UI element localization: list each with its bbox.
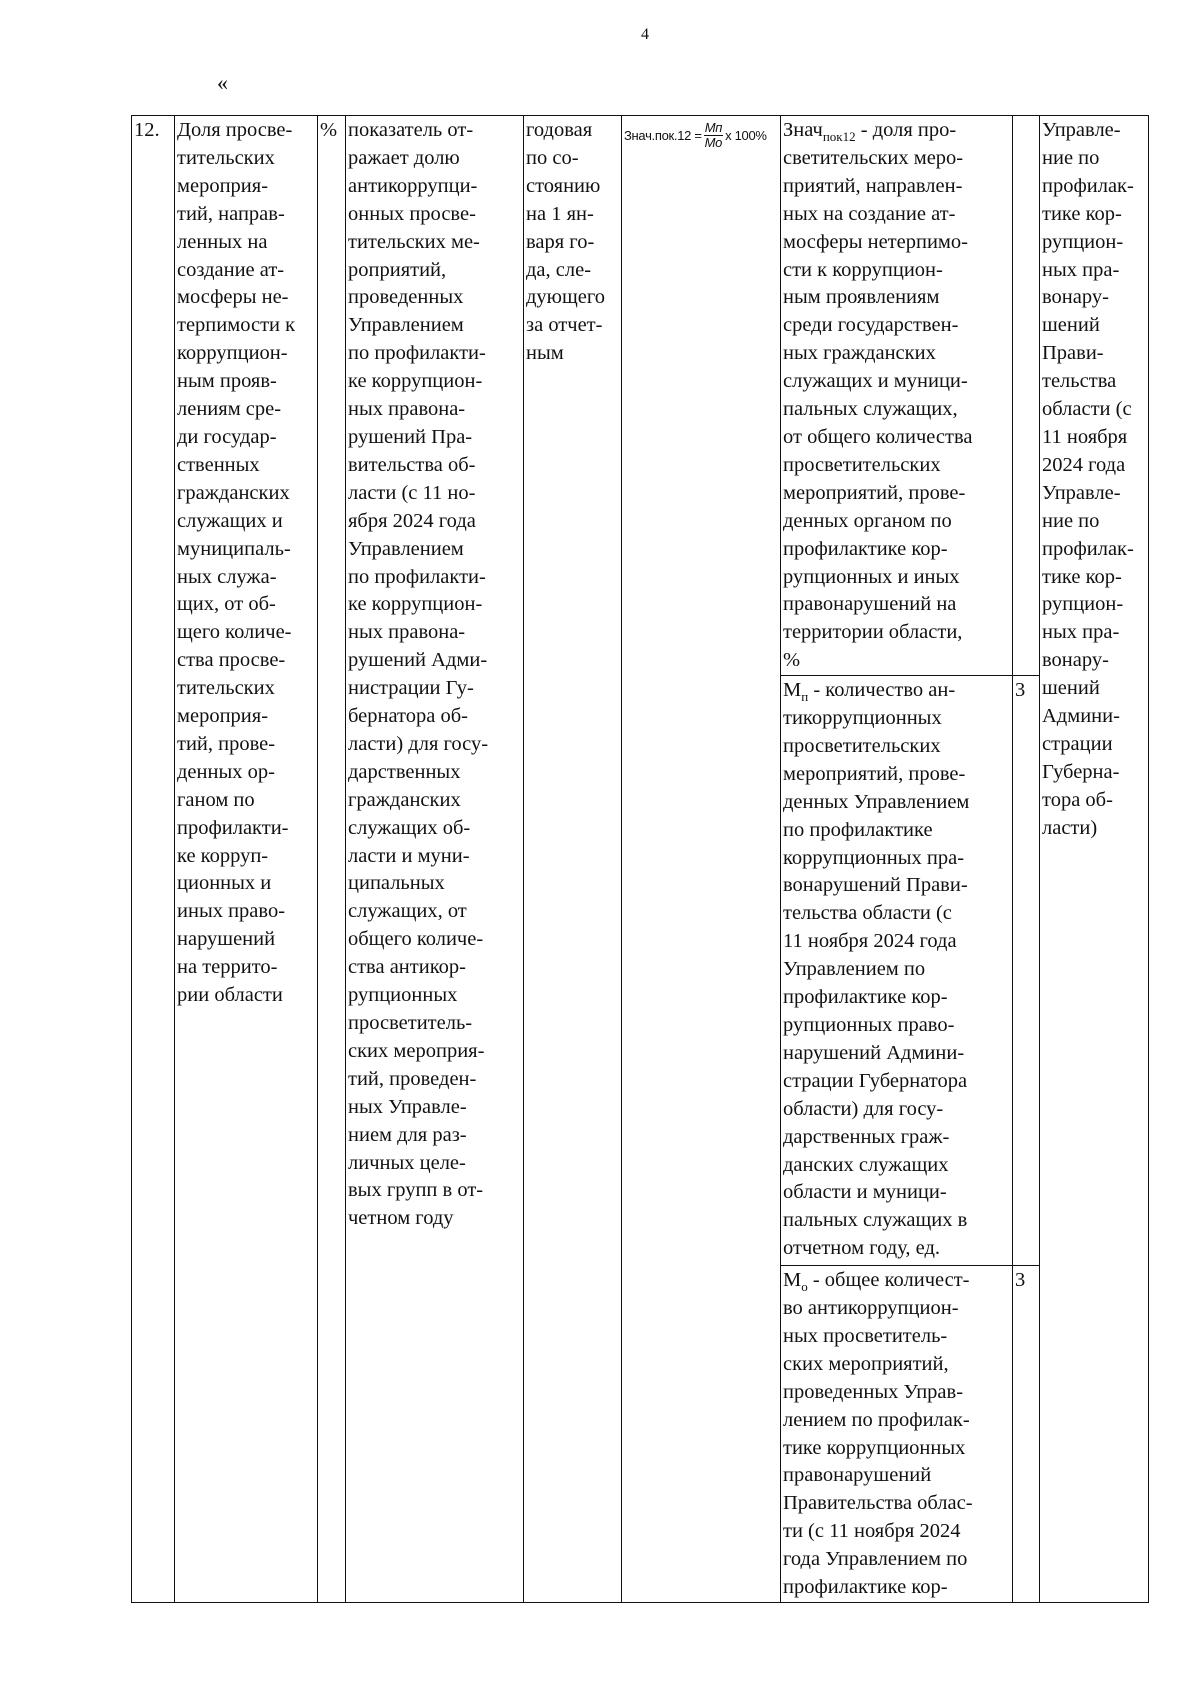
variable-definition xyxy=(783,117,1010,675)
variable-symbol: М xyxy=(783,1269,802,1292)
indicator-description: показатель от- ражает долю антикоррупци- онных просве- тительских ме- роприятий, проведенных Управлением по профилакти- ке коррупцион- ных правона- рушений Пра- вительства об- ласти (с 11 но- ября 2024 года Управлением по профилакти- ке коррупцион- ных правона- рушений Адми- нистрации Гу- бернатора об- ласти) для госу- дарственных гражданских служащих об- ласти и муни- ципальных служащих, от общего количе- ства антикор- рупционных просветитель- ских мероприя- тий, проведен- ных Управле- нием для раз- личных целе- вых групп в от- четном году xyxy=(348,119,489,1230)
variable-symbol: Знач xyxy=(783,119,823,141)
page-number: 4 xyxy=(641,26,649,43)
table-row xyxy=(132,116,1149,676)
unit: % xyxy=(320,119,338,141)
periodicity: годовая по со- стоянию на 1 ян- варя го- да, сле- дующего за отчет- ным xyxy=(526,119,606,365)
variable-text: - доля про- светительских меро- приятий, направлен- ных на создание ат- мосферы нетерпимо- сти к коррупцион- ным проявлениям среди государствен- ных гражданских служащих и муници- пальных служащих, от общего количества просветительских мероприятий, прове- денных органом по профилактике кор- рупционных и иных правонарушений на территории области, % xyxy=(783,119,973,672)
indicator-name-cell xyxy=(175,116,318,1603)
variable-subscript: п xyxy=(801,689,809,705)
variable-cell xyxy=(781,116,1013,676)
variable-definition xyxy=(783,677,1010,1263)
source-cell xyxy=(1013,116,1040,676)
source-cell xyxy=(1013,676,1040,1266)
variable-cell xyxy=(781,1266,1013,1603)
responsible-cell xyxy=(1040,116,1149,1603)
formula-denominator: Мо xyxy=(704,135,723,150)
unit-cell xyxy=(318,116,346,1603)
variable-source: 3 xyxy=(1015,1269,1026,1292)
variable-definition xyxy=(783,1267,1010,1602)
opening-quote: « xyxy=(217,70,228,95)
formula-lhs: Знач.пок.12 = xyxy=(624,127,702,143)
formula-fraction xyxy=(704,121,723,150)
variable-cell xyxy=(781,676,1013,1266)
formula-cell xyxy=(622,116,781,1603)
indicator-table xyxy=(131,115,1149,1603)
source-cell xyxy=(1013,1266,1040,1603)
variable-source: 3 xyxy=(1015,679,1026,702)
row-number-cell xyxy=(132,116,175,1603)
formula-rhs: x 100% xyxy=(725,127,767,143)
description-cell xyxy=(346,116,524,1603)
formula-numerator: Мп xyxy=(704,120,723,135)
variable-text: - общее количест- во антикоррупцион- ных просветитель- ских мероприятий, проведенных Управ- лением по профилак- тике коррупционных правонарушений Правительства облас- ти (с 11 ноября 2024 года Управлением по профилактике кор- xyxy=(783,1269,973,1599)
variable-symbol: М xyxy=(783,679,802,702)
indicator-name: Доля просве- тительских мероприя- тий, направ- ленных на создание ат- мосферы не- терпимости к коррупцион- ным прояв- лениям сре- ди государ- ственных гражданских служащих и муниципаль- ных служа- щих, от об- щего количе- ства просве- тительских мероприя- тий, прове- денных ор- ганом по профилакти- ке корруп- ционных и иных право- нарушений на террито- рии области xyxy=(177,119,296,1007)
responsible-body: Управле- ние по профилак- тике кор- рупцион- ных пра- вонару- шений Прави- тельства области (с 11 ноября 2024 года Управле- ние по профилак- тике кор- рупцион- ных пра- вонару- шений Админи- страции Губерна- тора об- ласти) xyxy=(1042,119,1134,839)
formula xyxy=(624,121,778,150)
periodicity-cell xyxy=(524,116,622,1603)
variable-subscript: о xyxy=(801,1279,808,1295)
variable-text: - количество ан- тикоррупционных просветительских мероприятий, прове- денных Управлением по профилактике коррупционных пра- вонарушений Прави- тельства области (с 11 ноября 2024 года Управлением по профилактике кор- рупционных право- нарушений Админи- страции Губернатора области) для госу- дарственных граж- данских служащих области и муници- пальных служащих в отчетном году, ед. xyxy=(783,679,970,1260)
variable-subscript: пок12 xyxy=(822,129,856,145)
row-number: 12. xyxy=(134,119,160,141)
